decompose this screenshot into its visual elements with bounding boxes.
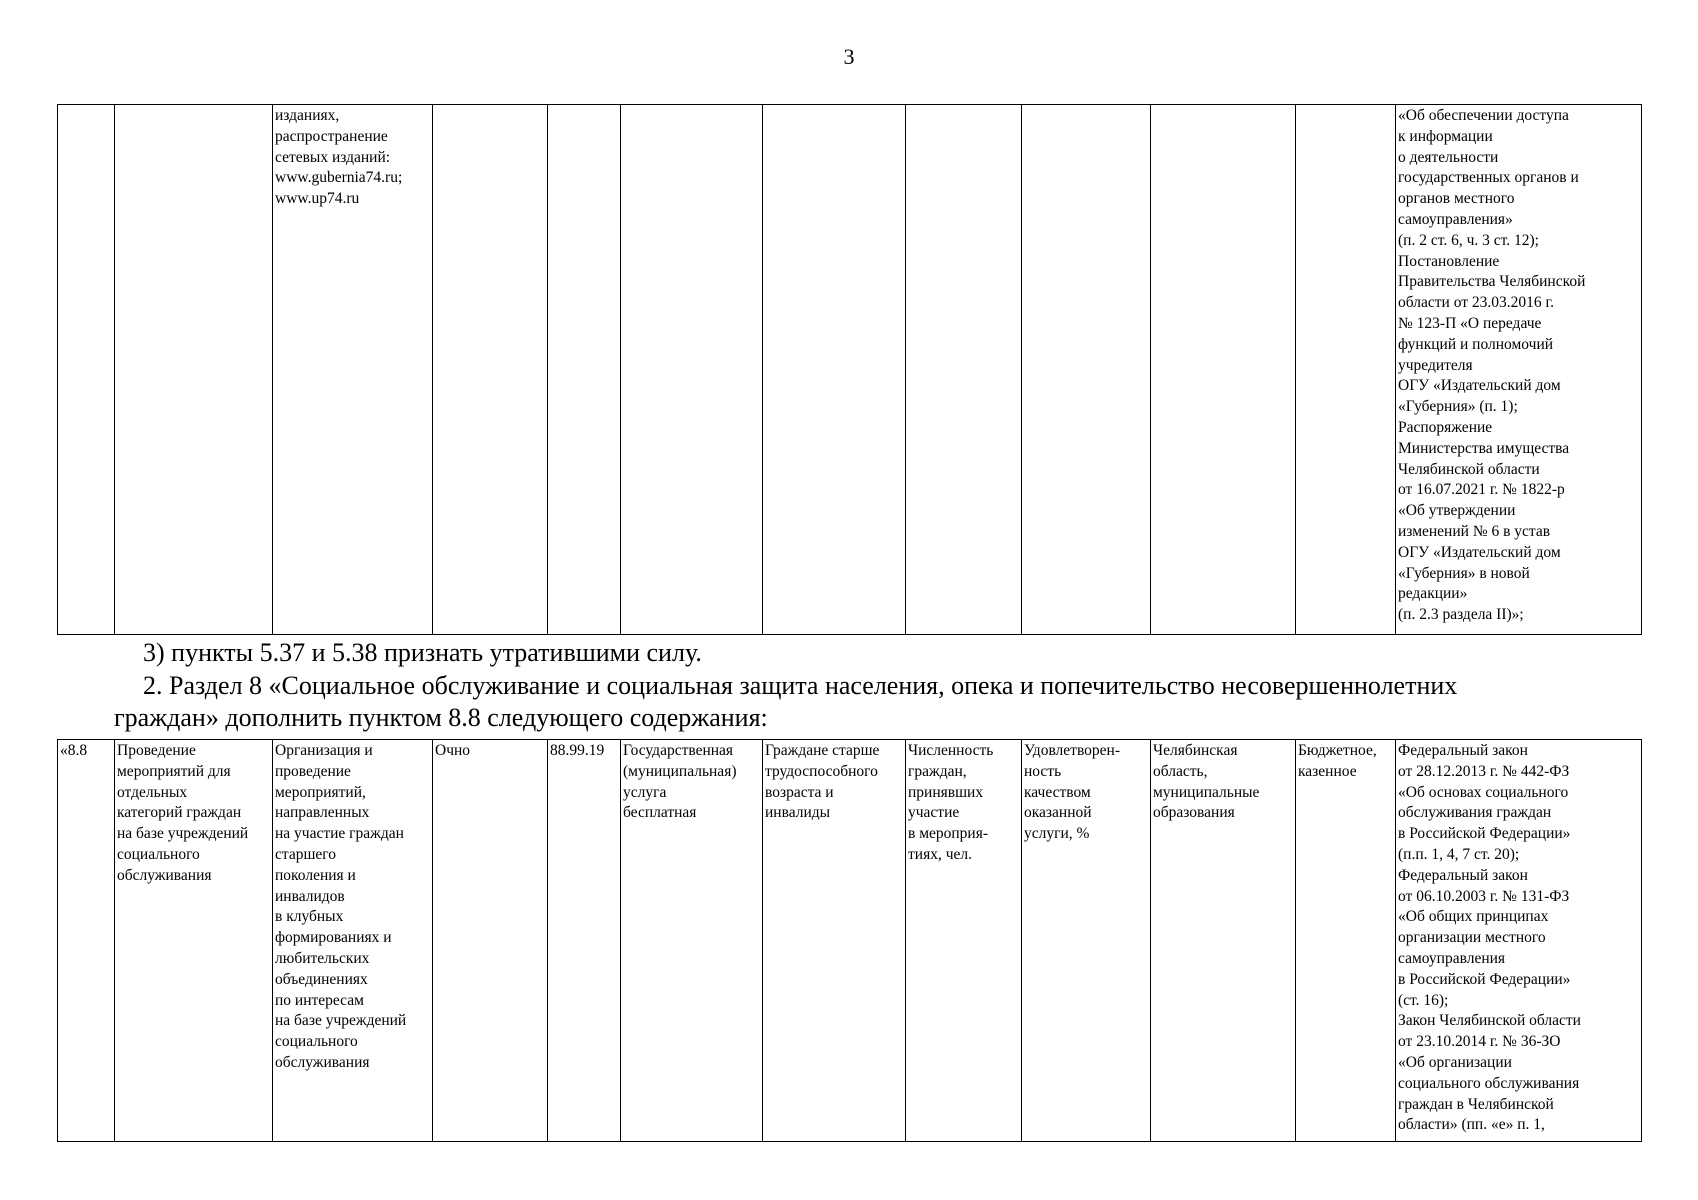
paragraph-item-3: 3) пункты 5.37 и 5.38 признать утратившими силу.: [143, 638, 702, 667]
cell-consumers: Граждане старше трудоспособного возраста и инвалиды: [763, 740, 906, 1142]
cell-okved-code: 88.99.19: [548, 740, 621, 1142]
table-continuation: [57, 104, 1642, 635]
cell-volume-indicator: [906, 105, 1022, 635]
page-number: 3: [843, 44, 855, 69]
cell-number: [58, 105, 115, 635]
cell-institution-type: Бюджетное, казенное: [1296, 740, 1396, 1142]
cell-legal-basis: «Об обеспечении доступа к информации о деятельности государственных органов и органов местного самоуправления» (п. 2 ст. 6, ч. 3 ст. 12); Постановление Правительства Челябинской области от 23.03.2016 г. № 123-П «О передаче функций и полномочий учредителя ОГУ «Издательский дом «Губерния» (п. 1); Распоряжение Министерства имущества Челябинской области от 16.07.2021 г. № 1822-р «Об утверждении изменений № 6 в устав ОГУ «Издательский дом «Губерния» в новой редакции» (п. 2.3 раздела II)»;: [1396, 105, 1642, 635]
cell-service-content: Организация и проведение мероприятий, направленных на участие граждан старшего поколения и инвалидов в клубных формированиях и любительских объединениях по интересам на базе учреждений социального обслуживания: [273, 740, 433, 1142]
cell-volume-indicator: Численность граждан, принявших участие в мероприя- тиях, чел.: [906, 740, 1022, 1142]
cell-territory: [1151, 105, 1296, 635]
cell-okved-code: [548, 105, 621, 635]
cell-service-name: Проведение мероприятий для отдельных категорий граждан на базе учреждений социального обслуживания: [115, 740, 273, 1142]
cell-number: «8.8: [58, 740, 115, 1142]
cell-service-content: изданиях, распространение сетевых изданий: www.gubernia74.ru; www.up74.ru: [273, 105, 433, 635]
cell-service-type: Государственная (муниципальная) услуга бесплатная: [621, 740, 763, 1142]
paragraph-section-8-line-1: 2. Раздел 8 «Социальное обслуживание и социальная защита населения, опека и попечительство несовершеннолетних: [143, 671, 1458, 700]
cell-service-name: [115, 105, 273, 635]
table-row: [58, 105, 1642, 635]
cell-territory: Челябинская область, муниципальные образования: [1151, 740, 1296, 1142]
cell-form: Очно: [433, 740, 548, 1142]
cell-service-type: [621, 105, 763, 635]
cell-quality-indicator: Удовлетворен- ность качеством оказанной услуги, %: [1022, 740, 1151, 1142]
cell-quality-indicator: [1022, 105, 1151, 635]
cell-form: [433, 105, 548, 635]
cell-legal-basis: Федеральный закон от 28.12.2013 г. № 442-ФЗ «Об основах социального обслуживания граждан в Российской Федерации» (п.п. 1, 4, 7 ст. 20); Федеральный закон от 06.10.2003 г. № 131-ФЗ «Об общих принципах организации местного самоуправления в Российской Федерации» (ст. 16); Закон Челябинской области от 23.10.2014 г. № 36-ЗО «Об организации социального обслуживания граждан в Челябинской области» (пп. «е» п. 1,: [1396, 740, 1642, 1142]
table-item-8-8: [57, 739, 1642, 1142]
table-row: [58, 740, 1642, 1142]
paragraph-section-8-line-2: граждан» дополнить пунктом 8.8 следующего содержания:: [114, 703, 768, 732]
cell-consumers: [763, 105, 906, 635]
cell-institution-type: [1296, 105, 1396, 635]
